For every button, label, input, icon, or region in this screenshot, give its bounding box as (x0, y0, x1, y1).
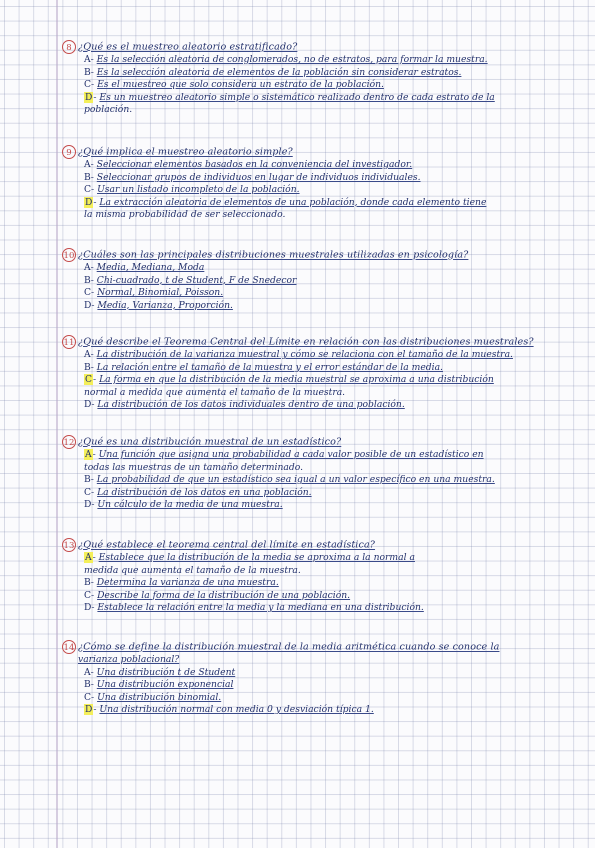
option-b: B- La relación entre el tamaño de la muestra y el error estándar de la media. (84, 361, 443, 373)
question-number: 8 (62, 40, 76, 54)
question-12 (62, 435, 582, 512)
option-letter-highlighted: A (85, 449, 92, 460)
question-stem: ¿Qué describe el Teorema Central del Límite en relación con las distribuciones muestrales? (78, 336, 534, 348)
option-text: Normal, Binomial, Poisson. (97, 287, 224, 298)
option-letter: A (84, 666, 91, 678)
blank-grid-area (0, 740, 595, 848)
option-text: Chi-cuadrado, t de Student, F de Snedecor (96, 274, 297, 286)
question-stem-continued: varianza poblacional? (78, 654, 180, 665)
option-text: Establece la relación entre la media y la mediana en una distribución. (97, 602, 424, 613)
option-b: B- Seleccionar grupos de individuos en lugar de individuos individuales. (84, 171, 421, 183)
option-text: Seleccionar grupos de individuos en lugar de individuos individuales. (96, 171, 421, 183)
option-text-continued: medida que aumenta el tamaño de la muestra. (84, 564, 301, 576)
option-b: B- Es la selección aleatoria de elementos de la población sin considerar estratos. (84, 66, 462, 78)
option-a: A- La distribución de la varianza muestral y cómo se relaciona con el tamaño de la muestra. (84, 349, 513, 360)
question-11 (62, 335, 582, 412)
option-text-continued: la misma probabilidad de ser seleccionado. (84, 209, 286, 220)
option-a-correct: A- Una función que asigna una probabilidad a cada valor posible de un estadístico en (85, 449, 484, 460)
option-text: Una distribución binomial. (97, 691, 222, 703)
question-number: 12 (62, 435, 76, 449)
option-text: La distribución de los datos en una población. (97, 486, 312, 498)
option-text: Media, Varianza, Proporción. (97, 299, 233, 311)
option-text: Una distribución exponencial (96, 679, 234, 690)
question-stem-line (62, 435, 582, 449)
question-stem-line (62, 538, 582, 552)
option-a: A- Es la selección aleatoria de conglomerados, no de estratos, para formar la muestra. (84, 54, 488, 65)
option-letter-highlighted: D (85, 91, 93, 103)
option-letter: B (84, 577, 91, 588)
option-b: B- La probabilidad de que un estadístico sea igual a un valor específico en una muestra. (84, 474, 495, 485)
option-letter: C (84, 287, 92, 298)
question-stem: ¿Qué establece el teorema central del límite en estadística? (78, 539, 376, 551)
option-letter-highlighted: D (85, 704, 93, 715)
question-number: 9 (62, 145, 76, 159)
question-stem-line (62, 640, 582, 654)
option-letter: D (84, 399, 92, 410)
option-b: B- Una distribución exponencial (84, 679, 234, 690)
option-text: Una función que asigna una probabilidad a cada valor posible de un estadístico en (98, 449, 484, 460)
option-letter: A (84, 159, 91, 170)
option-text: Describe la forma de la distribución de una población. (97, 589, 351, 601)
option-text: Una distribución t de Student (96, 666, 236, 678)
question-8 (62, 40, 582, 117)
option-letter: C (84, 691, 92, 703)
option-c: C- Una distribución binomial. (84, 691, 222, 703)
question-stem: ¿Qué es una distribución muestral de un estadístico? (78, 436, 342, 448)
question-number: 10 (62, 248, 76, 262)
option-text: Establece que la distribución de la media se aproxima a la normal a (98, 552, 415, 563)
option-d: D- Un cálculo de la media de una muestra. (84, 499, 283, 510)
option-d: D- Establece la relación entre la media y la mediana en una distribución. (84, 602, 424, 613)
option-text-continued: población. (84, 104, 133, 115)
option-a: A- Una distribución t de Student (84, 666, 236, 678)
option-text: La distribución de la varianza muestral y cómo se relaciona con el tamaño de la muestra. (96, 349, 513, 360)
option-letter: C (84, 184, 92, 195)
question-13 (62, 538, 582, 615)
question-stem-line (62, 40, 582, 54)
question-number: 13 (62, 538, 76, 552)
option-letter: A (84, 349, 91, 360)
option-text: Usar un listado incompleto de la población. (97, 184, 300, 195)
option-letter-highlighted: C (85, 374, 93, 385)
option-letter: B (84, 679, 91, 690)
question-stem: ¿Cuáles son las principales distribuciones muestrales utilizadas en psicología? (78, 249, 469, 261)
option-text: Es el muestreo que solo considera un estrato de la población. (97, 79, 384, 90)
question-stem: ¿Qué es el muestreo aleatorio estratificado? (78, 41, 298, 53)
option-text: Es un muestreo aleatorio simple o sistemático realizado dentro de cada estrato de la (99, 91, 495, 103)
option-letter: B (84, 474, 91, 485)
option-a: A- Seleccionar elementos basados en la conveniencia del investigador. (84, 159, 413, 170)
option-text: Seleccionar elementos basados en la conveniencia del investigador. (96, 159, 413, 170)
option-text: Es la selección aleatoria de conglomerados, no de estratos, para formar la muestra. (96, 54, 488, 65)
option-c: C- Es el muestreo que solo considera un estrato de la población. (84, 79, 384, 90)
option-letter: C (84, 486, 92, 498)
option-letter: D (84, 299, 92, 311)
option-text: Un cálculo de la media de una muestra. (97, 499, 283, 510)
option-d-correct: D- Una distribución normal con media 0 y desviación típica 1. (85, 704, 374, 715)
option-b: B- Chi-cuadrado, t de Student, F de Snedecor (84, 274, 297, 286)
option-letter-highlighted: A (85, 552, 92, 563)
option-text: La relación entre el tamaño de la muestra y el error estándar de la media. (96, 361, 443, 373)
option-text-continued: normal a medida que aumenta el tamaño de la muestra. (84, 386, 346, 398)
option-text-continued: todas las muestras de un tamaño determinado. (84, 461, 304, 473)
option-letter: C (84, 589, 92, 601)
option-text: La extracción aleatoria de elementos de una población, donde cada elemento tiene (99, 196, 487, 208)
question-number: 11 (62, 335, 76, 349)
option-d-correct: D- Es un muestreo aleatorio simple o sistemático realizado dentro de cada estrato de la (85, 91, 495, 103)
option-letter: B (84, 274, 91, 286)
question-stem: ¿Cómo se define la distribución muestral de la media aritmética cuando se conoce la (78, 641, 500, 653)
question-stem-line (62, 248, 582, 262)
option-text: La probabilidad de que un estadístico sea igual a un valor específico en una muestra. (96, 474, 495, 485)
option-d: D- La distribución de los datos individuales dentro de una población. (84, 399, 405, 410)
option-letter-highlighted: D (85, 196, 93, 208)
option-letter: C (84, 79, 92, 90)
option-letter: B (84, 66, 91, 78)
option-letter: A (84, 54, 91, 65)
option-letter: B (84, 171, 91, 183)
option-letter: D (84, 499, 92, 510)
option-letter: D (84, 602, 92, 613)
option-c: C- La distribución de los datos en una población. (84, 486, 312, 498)
question-stem-line (62, 145, 582, 159)
option-text: Media, Mediana, Moda (96, 262, 205, 273)
question-14 (62, 640, 582, 717)
question-stem: ¿Qué implica el muestreo aleatorio simple? (78, 146, 293, 158)
option-a-correct: A- Establece que la distribución de la media se aproxima a la normal a (85, 552, 415, 563)
option-text: Una distribución normal con media 0 y desviación típica 1. (99, 704, 374, 715)
option-letter: A (84, 262, 91, 273)
option-letter: B (84, 361, 91, 373)
option-b: B- Determina la varianza de una muestra. (84, 577, 279, 588)
question-10 (62, 248, 582, 312)
option-text: La distribución de los datos individuales dentro de una población. (97, 399, 405, 410)
option-a: A- Media, Mediana, Moda (84, 262, 205, 273)
question-stem-line (62, 335, 582, 349)
option-c-correct: C- La forma en que la distribución de la media muestral se aproxima a una distribución (85, 374, 494, 385)
option-text: La forma en que la distribución de la media muestral se aproxima a una distribución (99, 374, 494, 385)
option-c: C- Usar un listado incompleto de la población. (84, 184, 300, 195)
question-number: 14 (62, 640, 76, 654)
option-text: Es la selección aleatoria de elementos de la población sin considerar estratos. (96, 66, 462, 78)
option-d-correct: D- La extracción aleatoria de elementos de una población, donde cada elemento tiene (85, 196, 487, 208)
question-9 (62, 145, 582, 222)
margin-line (56, 0, 58, 848)
option-d: D- Media, Varianza, Proporción. (84, 299, 233, 311)
option-c: C- Describe la forma de la distribución de una población. (84, 589, 351, 601)
option-text: Determina la varianza de una muestra. (96, 577, 279, 588)
option-c: C- Normal, Binomial, Poisson. (84, 287, 224, 298)
